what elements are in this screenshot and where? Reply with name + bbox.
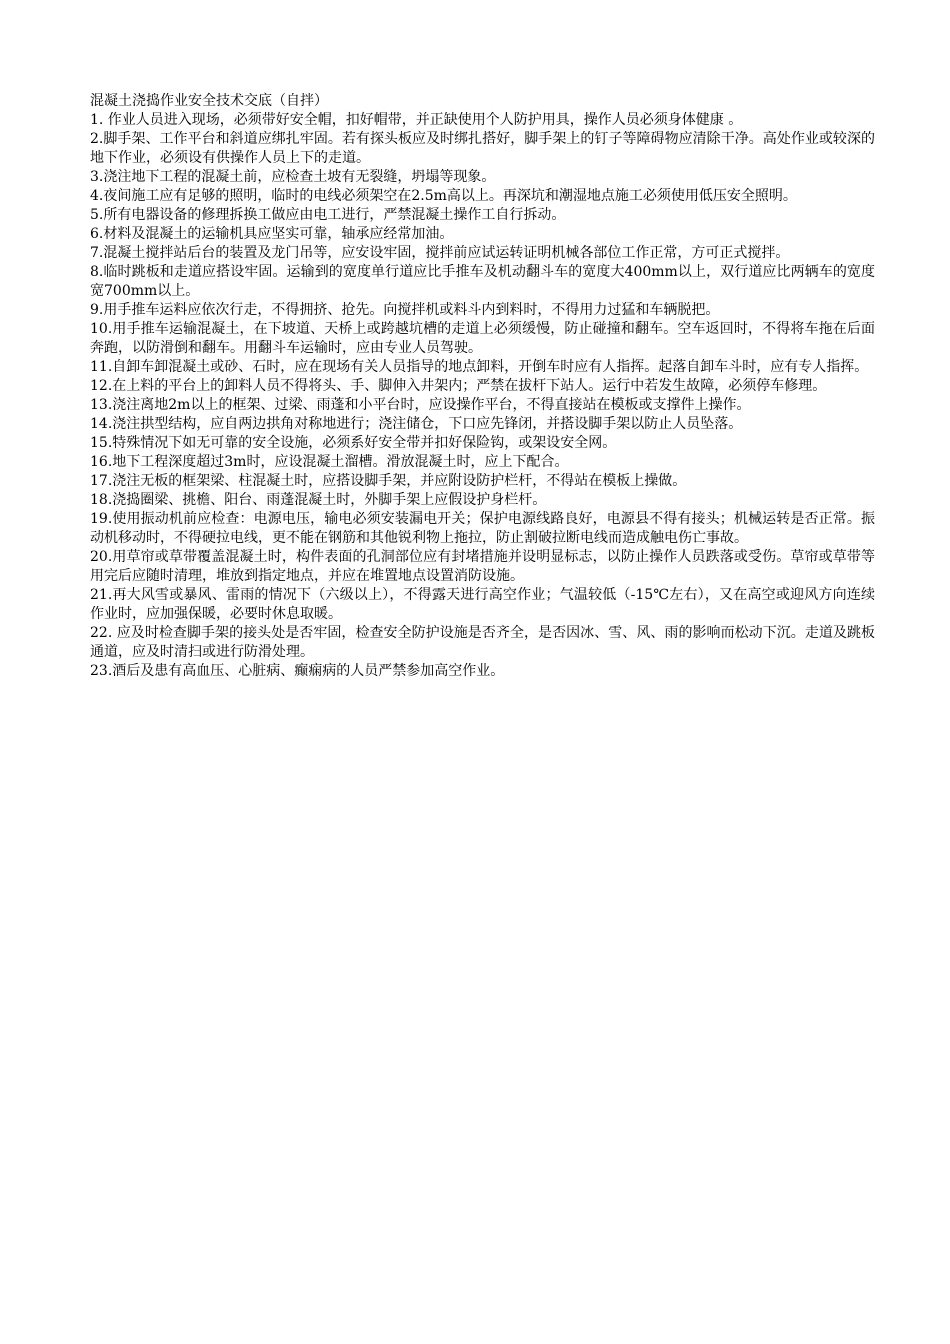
safety-item: 10.用手推车运输混凝土，在下坡道、天桥上或跨越坑槽的走道上必须缓慢，防止碰撞和翻车。空车返回时，不得将车拖在后面奔跑，以防滑倒和翻车。用翻斗车运输时，应由专业人员驾驶。 xyxy=(90,321,875,356)
safety-item: 5.所有电器设备的修理拆换工做应由电工进行，严禁混凝土操作工自行拆动。 xyxy=(90,207,566,223)
safety-item: 22. 应及时检查脚手架的接头处是否牢固，检查安全防护设施是否齐全，是否因冰、雪、风、雨的影响而松动下沉。走道及跳板通道，应及时清扫或进行防滑处理。 xyxy=(90,625,875,660)
safety-item: 12.在上料的平台上的卸料人员不得将头、手、脚伸入井架内；严禁在拔杆下站人。运行中若发生故障，必须停车修理。 xyxy=(90,378,827,394)
safety-item: 2.脚手架、工作平台和斜道应绑扎牢固。若有探头板应及时绑扎搭好，脚手架上的钉子等障碍物应清除干净。高处作业或较深的地下作业，必须设有供操作人员上下的走道。 xyxy=(90,131,875,166)
safety-item: 23.酒后及患有高血压、心脏病、癫痫病的人员严禁参加高空作业。 xyxy=(90,663,505,679)
safety-item: 9.用手推车运料应依次行走，不得拥挤、抢先。向搅拌机或料斗内到料时，不得用力过猛和车辆脱把。 xyxy=(90,302,720,318)
safety-item: 21.再大风雪或暴风、雷雨的情况下（六级以上），不得露天进行高空作业；气温较低（-15℃左右），又在高空或迎风方向连续作业时，应加强保暖，必要时休息取暖。 xyxy=(90,587,875,622)
safety-item: 13.浇注离地2m以上的框架、过梁、雨蓬和小平台时，应设操作平台，不得直接站在模板或支撑件上操作。 xyxy=(90,397,751,413)
safety-item: 16.地下工程深度超过3m时，应设混凝土溜槽。滑放混凝土时，应上下配合。 xyxy=(90,454,569,470)
safety-item: 17.浇注无板的框架梁、柱混凝土时，应搭设脚手架，并应附设防护栏杆，不得站在模板上操做。 xyxy=(90,473,687,489)
safety-item: 15.特殊情况下如无可靠的安全设施，必须系好安全带并扣好保险钩，或架设安全网。 xyxy=(90,435,617,451)
safety-item: 20.用草帘或草带覆盖混凝土时，构件表面的孔洞部位应有封堵措施并设明显标志，以防止操作人员跌落或受伤。草帘或草带等用完后应随时清理，堆放到指定地点，并应在堆置地点设置消防设施。 xyxy=(90,549,875,584)
safety-item: 3.浇注地下工程的混凝土前，应检查土坡有无裂缝，坍塌等现象。 xyxy=(90,169,496,185)
safety-item: 18.浇捣圈梁、挑檐、阳台、雨蓬混凝土时，外脚手架上应假设护身栏杆。 xyxy=(90,492,547,508)
safety-item: 19.使用振动机前应检查：电源电压，输电必须安装漏电开关；保护电源线路良好，电源县不得有接头；机械运转是否正常。振动机移动时，不得硬拉电线，更不能在钢筋和其他锐利物上拖拉，防止割破拉断电线而造成触电伤亡事故。 xyxy=(90,511,875,546)
safety-item: 11.自卸车卸混凝土或砂、石时，应在现场有关人员指导的地点卸料，开倒车时应有人指挥。起落自卸车斗时，应有专人指挥。 xyxy=(90,359,869,375)
safety-item: 1. 作业人员进入现场，必须带好安全帽，扣好帽带，并正缺使用个人防护用具，操作人员必须身体健康 。 xyxy=(90,112,743,128)
safety-item: 6.材料及混凝土的运输机具应坚实可靠，轴承应经常加油。 xyxy=(90,226,454,242)
safety-item: 14.浇注拱型结构，应自两边拱角对称地进行；浇注储仓，下口应先锋闭，并搭设脚手架以防止人员坠落。 xyxy=(90,416,743,432)
safety-item: 8.临时跳板和走道应搭设牢固。运输到的宽度单行道应比手推车及机动翻斗车的宽度大400mm以上，双行道应比两辆车的宽度宽700mm以上。 xyxy=(90,264,875,299)
safety-item: 7.混凝土搅拌站后台的装置及龙门吊等，应安设牢固，搅拌前应试运转证明机械各部位工作正常，方可正式搅拌。 xyxy=(90,245,790,261)
safety-item: 4.夜间施工应有足够的照明，临时的电线必须架空在2.5m高以上。再深坑和潮湿地点施工必须使用低压安全照明。 xyxy=(90,188,797,204)
document-title: 混凝土浇捣作业安全技术交底（自拌） xyxy=(90,93,328,109)
document-page xyxy=(90,92,875,681)
safety-item-list xyxy=(90,111,875,681)
